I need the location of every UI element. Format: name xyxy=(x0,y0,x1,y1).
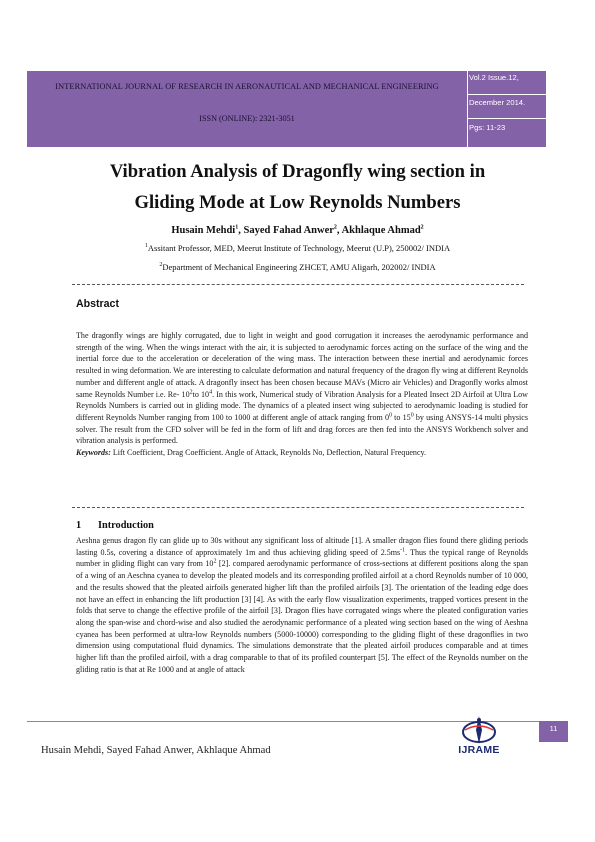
body-text: [2]. compared aerodynamic performance of cross-sections at different positions along the span of a wing of an Aeschna cyanea to develop the pleated models and its corresponding profiled airfoil at a chord Reynolds number of 10 000, and the results showed that the pleated airfoils generated higher lift than the profiled airfoils [3]. The orientation of the leading edge does not have an effect in enhancing the lift production [3] [4]. As with the early flow visualization experiments, trapped vortices present in the folds that serve to change the effective profile of the airfoil [3]. Dragon flies have corrugated wings where the pleated configuration varies along the span-wise and chord-wise and also studied the aerodynamic performance of a pleated wing section based on the wing of Aeshna cyanea has been performed at ultra-low Reynolds numbers (5000-10000) corresponding to the gliding flight of these dragonflies in two dimension using computational fluid dynamics. The simulations demonstrate that the pleated airfoil produces comparable and at times higher lift than the profiled airfoil, with a drag comparable to that of its profiled counterpart [5]. The effect of the Reynolds number on the gliding ratio is that at Re 1000 and at angle of attack xyxy=(76,559,528,674)
affiliation-mark: 2 xyxy=(159,262,163,269)
title-line: Vibration Analysis of Dragonfly wing section in xyxy=(109,161,486,182)
section-number: 1 xyxy=(76,520,82,531)
title-line: Gliding Mode at Low Reynolds Numbers xyxy=(134,192,461,213)
section-heading xyxy=(76,520,154,531)
journal-issn: ISSN (ONLINE): 2321-3051 xyxy=(199,114,295,123)
author-affil-mark: 2 xyxy=(420,224,424,231)
abstract-text: by using ANSYS-14 multi physics solver. The result from the CFD solver will be fed in the form of lift and drag forces are then fed into the ANSYS Workbench solver and vibration analysis is performed. xyxy=(76,412,528,446)
affiliation-text: Assitant Professor, MED, Meerut Institute of Technology, Meerut (U.P), 250002/ INDIA xyxy=(147,243,451,253)
author-affil-mark: 2 xyxy=(333,224,337,231)
author-name: Sayed Fahad Anwer xyxy=(243,225,334,236)
affiliation xyxy=(40,262,555,272)
body-text: Aeshna genus dragon fly can glide up to 30s without any significant loss of altitude [1]. A smaller dragon flies found there gliding periods lasting 0.5s, covering a distance of approximately 1m and thus achieving gliding speed of 2.5ms xyxy=(76,536,528,557)
logo-emblem-icon xyxy=(448,710,510,746)
journal-logo xyxy=(448,710,510,758)
keywords-label: Keywords: xyxy=(76,448,111,458)
superscript: 4 xyxy=(209,388,213,395)
superscript: -1 xyxy=(400,547,406,554)
issue-divider xyxy=(467,118,546,119)
introduction-body xyxy=(76,535,528,675)
issue-info-box xyxy=(467,71,546,147)
author-separator: , xyxy=(238,225,244,236)
keywords-text: Lift Coefficient, Drag Coefficient. Angle of Attack, Reynolds No, Deflection, Natural Frequency. xyxy=(110,448,427,458)
separator-rule xyxy=(72,284,524,285)
header-divider xyxy=(467,71,468,147)
page-number: 11 xyxy=(549,724,558,733)
journal-header-band xyxy=(27,71,467,147)
issue-date: December 2014. xyxy=(469,98,526,107)
abstract-text: . In this work, Numerical study of Vibration Analysis for a Pleated Insect 2D Airfoil at Ultra Low Reynolds Numbers is carried out in gliding mode. The dynamics of a pleated insect wing subjected to aerodynamic loading is studied for different Reynolds Number ranging from 100 to 1000 at different angle of attack ranging from 0 xyxy=(76,389,528,422)
superscript: 0 xyxy=(410,412,414,419)
affiliation xyxy=(40,243,555,253)
author-name: Husain Mehdi xyxy=(171,225,236,236)
separator-rule xyxy=(72,507,524,508)
author-list xyxy=(40,225,555,236)
issue-divider xyxy=(467,94,546,95)
abstract-text: to 10 xyxy=(192,389,210,399)
body-text: . Thus the typical range of Reynolds number in gliding flight can vary from 10 xyxy=(76,547,528,569)
abstract-heading: Abstract xyxy=(76,298,119,310)
affiliation-mark: 1 xyxy=(144,243,148,250)
author-name: Akhlaque Ahmad xyxy=(341,225,421,236)
abstract-text: The dragonfly wings are highly corrugated, due to light in weight and good corrugation it increases the aerodynamic performance and strength of the wing. When the wings interact with the air, it is subjected to aerodynamic forces acting on the surface of the wing and the inertial force due to the acceleration or deceleration of the wing mass. The interaction between these inertial and aerodynamic forces resulted in wing deformation. We are interesting to calculate deformation and natural frequency of the dragon fly wing at different Reynolds number and different angle of attack. A dragonfly insect has been chosen because MAVs (Micro air Vehicles) and Dragonfly works almost same Reynolds Number i.e. Re- 10 xyxy=(76,331,528,399)
superscript: 2 xyxy=(189,388,193,395)
issue-pages: Pgs: 11-23 xyxy=(469,123,506,132)
logo-text: IJRAME xyxy=(458,744,500,756)
abstract-body xyxy=(76,330,528,459)
issue-volume: Vol.2 Issue.12, xyxy=(469,73,519,82)
section-title: Introduction xyxy=(98,520,154,531)
author-separator: , xyxy=(336,225,342,236)
abstract-text: to 15 xyxy=(391,412,411,422)
superscript: 2 xyxy=(213,558,217,565)
superscript: 0 xyxy=(388,412,392,419)
footer-authors: Husain Mehdi, Sayed Fahad Anwer, Akhlaque Ahmad xyxy=(41,745,271,756)
paper-title xyxy=(40,156,555,218)
journal-name: INTERNATIONAL JOURNAL OF RESEARCH IN AERONAUTICAL AND MECHANICAL ENGINEERING xyxy=(55,82,439,91)
affiliation-text: Department of Mechanical Engineering ZHCET, AMU Aligarh, 202002/ INDIA xyxy=(162,262,436,272)
author-affil-mark: 1 xyxy=(235,224,239,231)
